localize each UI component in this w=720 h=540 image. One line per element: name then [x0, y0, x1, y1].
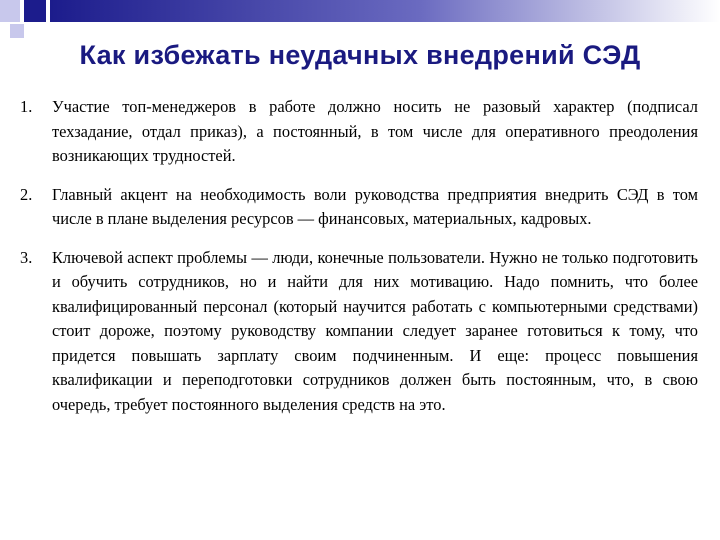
list-item-number: 2. — [20, 184, 33, 204]
numbered-list — [20, 95, 698, 431]
header-square-light — [0, 0, 20, 22]
list-item-number: 3. — [20, 247, 33, 267]
list-item-text: Ключевой аспект проблемы — люди, конечные пользователи. Нужно не только подготовить и обучить сотрудников, но и найти для них мотивацию. Надо помнить, что более квалифицированный персонал (который научится работать с компьютерными средствами) стоит дороже, поэтому руководству компании следует заранее готовиться к тому, что придется повышать зарплату своим подчиненным. И еще: процесс повышения квалификации и переподготовки сотрудников должен быть постоянным, что, в свою очередь, требует постоянного выделения средств на это. — [52, 247, 698, 414]
header-square-dark — [24, 0, 46, 22]
list-item-text: Главный акцент на необходимость воли руководства предприятия внедрить СЭД в том числе в плане выделения ресурсов — финансовых, материальных, кадровых. — [52, 184, 698, 228]
slide-title: Как избежать неудачных внедрений СЭД — [79, 40, 641, 70]
list-item — [20, 246, 698, 418]
decorative-header-bar — [0, 0, 720, 40]
header-gradient-bar — [50, 0, 720, 22]
list-item-number: 1. — [20, 97, 33, 116]
header-square-small — [10, 24, 24, 38]
list-item-text: Участие топ-менеджеров в работе должно носить не разовый характер (подписал техзадание, отдал приказ), а постоянный, в том числе для оперативного преодоления возникающих трудностей. — [52, 97, 698, 165]
list-item — [20, 95, 698, 169]
list-item — [20, 183, 698, 232]
